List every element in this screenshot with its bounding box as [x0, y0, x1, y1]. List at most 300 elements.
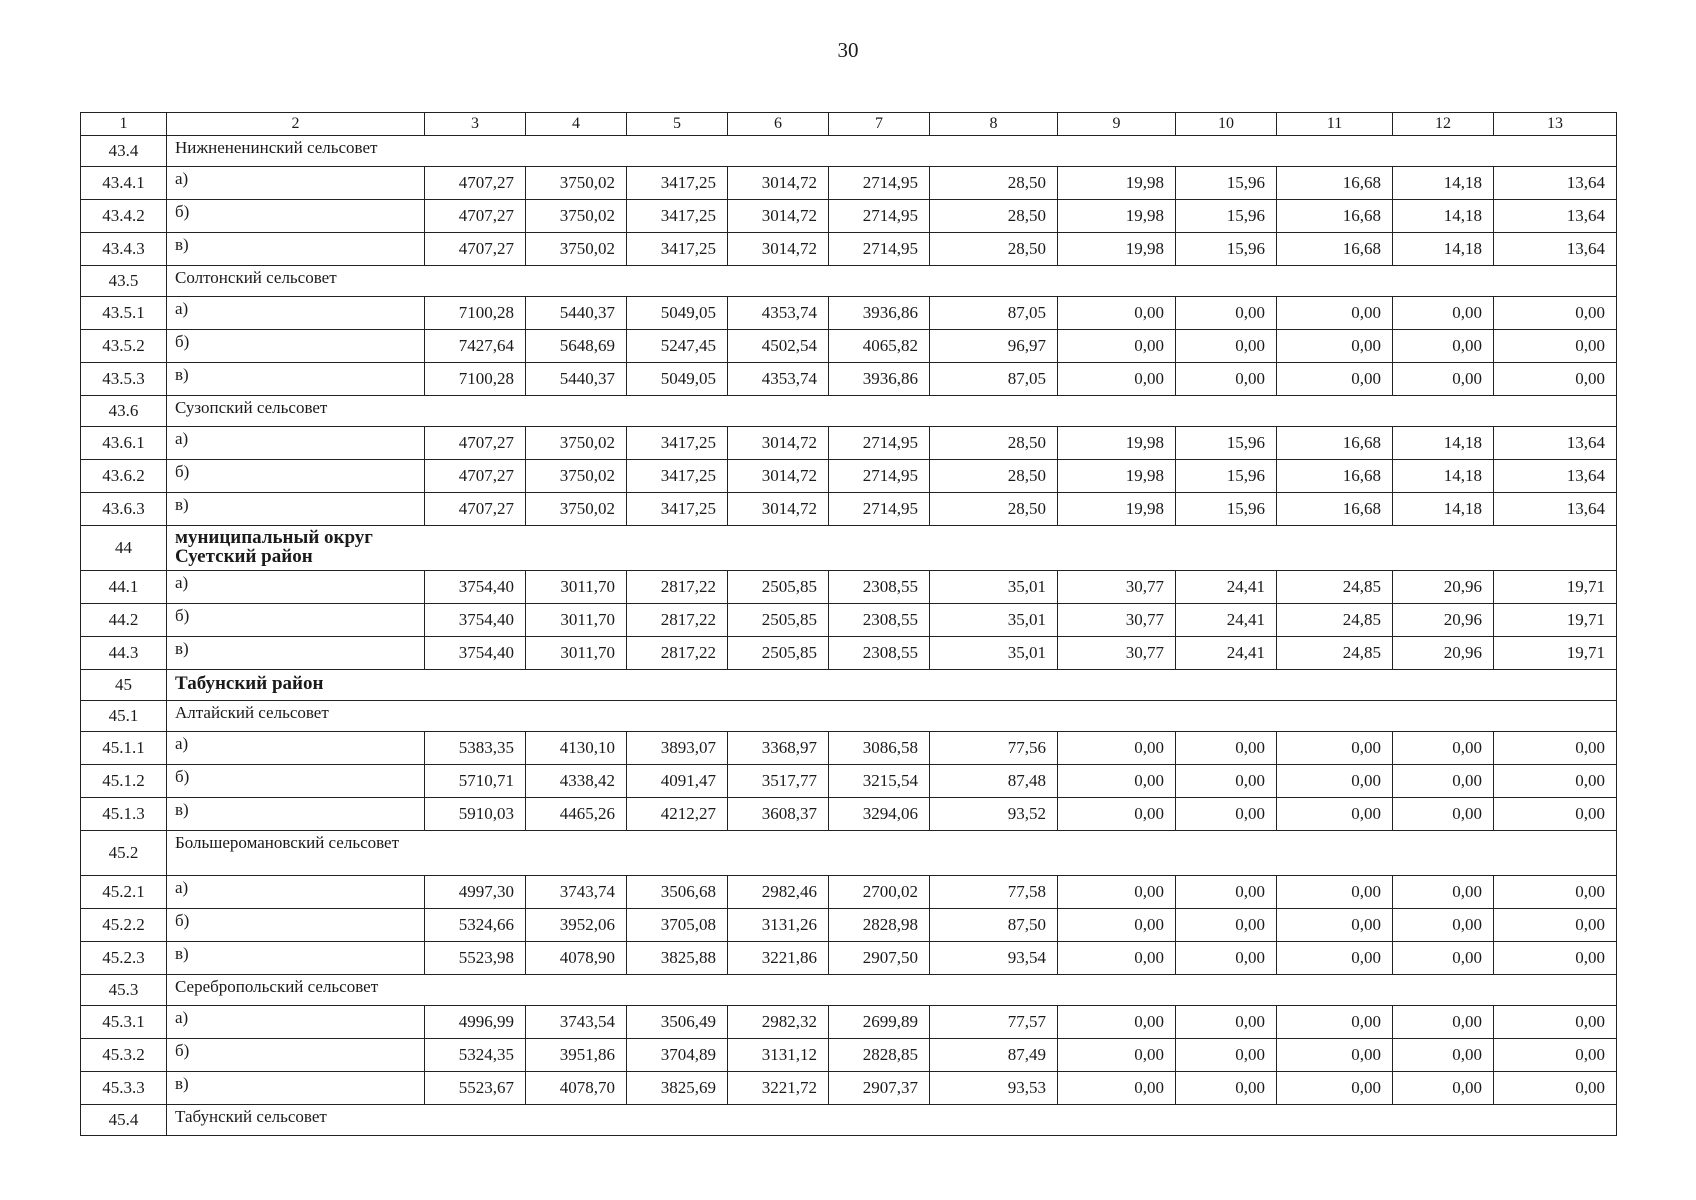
row-code: 43.5.2 — [81, 330, 167, 363]
row-code: 43.6 — [81, 396, 167, 427]
value-cell-col-8: 28,50 — [930, 493, 1058, 526]
table-row — [81, 167, 1617, 200]
column-header-12: 12 — [1393, 113, 1494, 136]
value-cell-col-5: 2817,22 — [627, 571, 728, 604]
section-row — [81, 975, 1617, 1006]
row-code: 45.3.3 — [81, 1072, 167, 1105]
value-cell-col-13: 0,00 — [1494, 1039, 1617, 1072]
header-row — [81, 113, 1617, 136]
row-code: 45.3.1 — [81, 1006, 167, 1039]
value-cell-col-9: 0,00 — [1058, 330, 1176, 363]
value-cell-col-5: 3705,08 — [627, 909, 728, 942]
table-row — [81, 732, 1617, 765]
value-cell-col-8: 77,56 — [930, 732, 1058, 765]
value-cell-col-10: 0,00 — [1176, 1006, 1277, 1039]
value-cell-col-10: 15,96 — [1176, 460, 1277, 493]
value-cell-col-6: 3014,72 — [728, 493, 829, 526]
section-row — [81, 831, 1617, 876]
section-row — [81, 1105, 1617, 1136]
value-cell-col-3: 4707,27 — [425, 493, 526, 526]
row-label: а) — [167, 1006, 425, 1039]
value-cell-col-4: 3011,70 — [526, 571, 627, 604]
value-cell-col-4: 3011,70 — [526, 604, 627, 637]
value-cell-col-3: 4707,27 — [425, 460, 526, 493]
value-cell-col-7: 2714,95 — [829, 200, 930, 233]
value-cell-col-8: 28,50 — [930, 233, 1058, 266]
value-cell-col-12: 0,00 — [1393, 1072, 1494, 1105]
row-code: 45.3 — [81, 975, 167, 1006]
value-cell-col-5: 5049,05 — [627, 297, 728, 330]
value-cell-col-5: 3506,49 — [627, 1006, 728, 1039]
value-cell-col-10: 0,00 — [1176, 876, 1277, 909]
value-cell-col-9: 0,00 — [1058, 732, 1176, 765]
value-cell-col-12: 20,96 — [1393, 604, 1494, 637]
value-cell-col-6: 3131,26 — [728, 909, 829, 942]
value-cell-col-7: 2714,95 — [829, 460, 930, 493]
table-row — [81, 604, 1617, 637]
section-row — [81, 670, 1617, 701]
value-cell-col-10: 15,96 — [1176, 200, 1277, 233]
value-cell-col-13: 13,64 — [1494, 493, 1617, 526]
value-cell-col-12: 20,96 — [1393, 571, 1494, 604]
value-cell-col-7: 2828,98 — [829, 909, 930, 942]
value-cell-col-6: 3131,12 — [728, 1039, 829, 1072]
row-code: 44.3 — [81, 637, 167, 670]
value-cell-col-11: 0,00 — [1277, 1039, 1393, 1072]
value-cell-col-5: 3417,25 — [627, 200, 728, 233]
value-cell-col-12: 0,00 — [1393, 297, 1494, 330]
section-title-text: Большеромановский сельсовет — [175, 833, 400, 852]
row-code: 43.4.1 — [81, 167, 167, 200]
column-header-3: 3 — [425, 113, 526, 136]
row-code: 45 — [81, 670, 167, 701]
value-cell-col-9: 19,98 — [1058, 233, 1176, 266]
value-cell-col-11: 16,68 — [1277, 493, 1393, 526]
table-row — [81, 363, 1617, 396]
value-cell-col-9: 0,00 — [1058, 798, 1176, 831]
value-cell-col-9: 30,77 — [1058, 637, 1176, 670]
value-cell-col-3: 4707,27 — [425, 200, 526, 233]
value-cell-col-6: 2982,46 — [728, 876, 829, 909]
row-label: а) — [167, 427, 425, 460]
value-cell-col-6: 4353,74 — [728, 297, 829, 330]
value-cell-col-5: 3506,68 — [627, 876, 728, 909]
row-code: 45.2.3 — [81, 942, 167, 975]
value-cell-col-3: 5710,71 — [425, 765, 526, 798]
value-cell-col-4: 4465,26 — [526, 798, 627, 831]
section-title: Серебропольский сельсовет — [167, 975, 1617, 1006]
value-cell-col-3: 5324,35 — [425, 1039, 526, 1072]
value-cell-col-4: 3951,86 — [526, 1039, 627, 1072]
value-cell-col-9: 0,00 — [1058, 363, 1176, 396]
value-cell-col-8: 87,50 — [930, 909, 1058, 942]
row-code: 44 — [81, 526, 167, 571]
value-cell-col-3: 7100,28 — [425, 363, 526, 396]
value-cell-col-13: 19,71 — [1494, 604, 1617, 637]
section-row — [81, 136, 1617, 167]
value-cell-col-10: 0,00 — [1176, 1072, 1277, 1105]
value-cell-col-13: 13,64 — [1494, 427, 1617, 460]
value-cell-col-6: 4502,54 — [728, 330, 829, 363]
table-row — [81, 942, 1617, 975]
value-cell-col-10: 0,00 — [1176, 909, 1277, 942]
value-cell-col-4: 3750,02 — [526, 493, 627, 526]
row-label: в) — [167, 798, 425, 831]
value-cell-col-3: 7100,28 — [425, 297, 526, 330]
value-cell-col-8: 28,50 — [930, 460, 1058, 493]
section-title: Нижнененинский сельсовет — [167, 136, 1617, 167]
value-cell-col-6: 3014,72 — [728, 460, 829, 493]
value-cell-col-5: 4091,47 — [627, 765, 728, 798]
table-row — [81, 460, 1617, 493]
column-header-7: 7 — [829, 113, 930, 136]
value-cell-col-11: 24,85 — [1277, 637, 1393, 670]
row-code: 45.1.1 — [81, 732, 167, 765]
value-cell-col-8: 35,01 — [930, 637, 1058, 670]
section-title — [167, 831, 1617, 876]
value-cell-col-6: 2982,32 — [728, 1006, 829, 1039]
value-cell-col-4: 3743,74 — [526, 876, 627, 909]
value-cell-col-12: 20,96 — [1393, 637, 1494, 670]
value-cell-col-7: 2308,55 — [829, 571, 930, 604]
value-cell-col-6: 3517,77 — [728, 765, 829, 798]
column-header-11: 11 — [1277, 113, 1393, 136]
value-cell-col-11: 0,00 — [1277, 363, 1393, 396]
value-cell-col-5: 5247,45 — [627, 330, 728, 363]
value-cell-col-9: 0,00 — [1058, 909, 1176, 942]
value-cell-col-6: 3014,72 — [728, 200, 829, 233]
value-cell-col-8: 87,05 — [930, 297, 1058, 330]
value-cell-col-6: 4353,74 — [728, 363, 829, 396]
value-cell-col-4: 3750,02 — [526, 200, 627, 233]
value-cell-col-11: 0,00 — [1277, 732, 1393, 765]
value-cell-col-3: 5523,98 — [425, 942, 526, 975]
value-cell-col-6: 2505,85 — [728, 571, 829, 604]
value-cell-col-13: 0,00 — [1494, 297, 1617, 330]
value-cell-col-11: 24,85 — [1277, 571, 1393, 604]
value-cell-col-7: 2714,95 — [829, 233, 930, 266]
value-cell-col-8: 93,52 — [930, 798, 1058, 831]
row-label: а) — [167, 297, 425, 330]
row-label: а) — [167, 571, 425, 604]
value-cell-col-10: 0,00 — [1176, 798, 1277, 831]
value-cell-col-13: 13,64 — [1494, 460, 1617, 493]
value-cell-col-7: 3294,06 — [829, 798, 930, 831]
value-cell-col-4: 3743,54 — [526, 1006, 627, 1039]
value-cell-col-11: 0,00 — [1277, 330, 1393, 363]
row-label: в) — [167, 233, 425, 266]
row-code: 44.1 — [81, 571, 167, 604]
value-cell-col-4: 3750,02 — [526, 427, 627, 460]
value-cell-col-12: 14,18 — [1393, 460, 1494, 493]
value-cell-col-10: 24,41 — [1176, 637, 1277, 670]
table-row — [81, 233, 1617, 266]
value-cell-col-5: 3417,25 — [627, 460, 728, 493]
value-cell-col-7: 2700,02 — [829, 876, 930, 909]
table-row — [81, 493, 1617, 526]
value-cell-col-9: 0,00 — [1058, 765, 1176, 798]
table-row — [81, 909, 1617, 942]
value-cell-col-13: 0,00 — [1494, 732, 1617, 765]
value-cell-col-4: 4338,42 — [526, 765, 627, 798]
column-header-9: 9 — [1058, 113, 1176, 136]
value-cell-col-9: 0,00 — [1058, 1039, 1176, 1072]
value-cell-col-11: 0,00 — [1277, 765, 1393, 798]
value-cell-col-12: 0,00 — [1393, 330, 1494, 363]
value-cell-col-11: 24,85 — [1277, 604, 1393, 637]
value-cell-col-13: 13,64 — [1494, 233, 1617, 266]
table-row — [81, 1006, 1617, 1039]
value-cell-col-11: 0,00 — [1277, 876, 1393, 909]
row-code: 44.2 — [81, 604, 167, 637]
value-cell-col-8: 87,48 — [930, 765, 1058, 798]
value-cell-col-4: 4130,10 — [526, 732, 627, 765]
value-cell-col-10: 0,00 — [1176, 765, 1277, 798]
table-body — [81, 136, 1617, 1136]
value-cell-col-7: 2714,95 — [829, 493, 930, 526]
value-cell-col-6: 3014,72 — [728, 233, 829, 266]
value-cell-col-12: 0,00 — [1393, 1006, 1494, 1039]
value-cell-col-4: 4078,70 — [526, 1072, 627, 1105]
page-number: 30 — [837, 38, 859, 62]
value-cell-col-13: 0,00 — [1494, 1006, 1617, 1039]
value-cell-col-9: 19,98 — [1058, 200, 1176, 233]
table-row — [81, 571, 1617, 604]
value-cell-col-3: 4707,27 — [425, 167, 526, 200]
value-cell-col-6: 3221,86 — [728, 942, 829, 975]
table-row — [81, 637, 1617, 670]
value-cell-col-13: 0,00 — [1494, 876, 1617, 909]
value-cell-col-5: 5049,05 — [627, 363, 728, 396]
value-cell-col-13: 19,71 — [1494, 637, 1617, 670]
value-cell-col-8: 77,58 — [930, 876, 1058, 909]
row-code: 45.1 — [81, 701, 167, 732]
column-header-10: 10 — [1176, 113, 1277, 136]
value-cell-col-6: 2505,85 — [728, 637, 829, 670]
value-cell-col-3: 4707,27 — [425, 233, 526, 266]
row-label: б) — [167, 604, 425, 637]
row-label: б) — [167, 460, 425, 493]
value-cell-col-8: 35,01 — [930, 571, 1058, 604]
table-row — [81, 798, 1617, 831]
section-title-text: муниципальный округ Суетский район — [175, 527, 373, 567]
row-label: а) — [167, 167, 425, 200]
section-title: Табунский район — [167, 670, 1617, 701]
value-cell-col-7: 3936,86 — [829, 297, 930, 330]
value-cell-col-9: 19,98 — [1058, 167, 1176, 200]
row-code: 43.5.1 — [81, 297, 167, 330]
row-label: б) — [167, 765, 425, 798]
value-cell-col-13: 0,00 — [1494, 363, 1617, 396]
value-cell-col-13: 0,00 — [1494, 798, 1617, 831]
value-cell-col-4: 3750,02 — [526, 460, 627, 493]
value-cell-col-6: 3014,72 — [728, 167, 829, 200]
value-cell-col-10: 15,96 — [1176, 167, 1277, 200]
value-cell-col-4: 3750,02 — [526, 167, 627, 200]
row-code: 45.1.2 — [81, 765, 167, 798]
value-cell-col-8: 28,50 — [930, 427, 1058, 460]
value-cell-col-13: 13,64 — [1494, 200, 1617, 233]
value-cell-col-3: 5383,35 — [425, 732, 526, 765]
value-cell-col-4: 5440,37 — [526, 297, 627, 330]
row-code: 45.2.1 — [81, 876, 167, 909]
value-cell-col-3: 4997,30 — [425, 876, 526, 909]
row-code: 43.4 — [81, 136, 167, 167]
value-cell-col-13: 0,00 — [1494, 765, 1617, 798]
value-cell-col-3: 4996,99 — [425, 1006, 526, 1039]
row-code: 43.6.3 — [81, 493, 167, 526]
value-cell-col-4: 5440,37 — [526, 363, 627, 396]
row-label: б) — [167, 330, 425, 363]
row-code: 45.2 — [81, 831, 167, 876]
row-label: в) — [167, 1072, 425, 1105]
column-number-header — [81, 113, 1617, 136]
row-code: 45.1.3 — [81, 798, 167, 831]
table-row — [81, 200, 1617, 233]
row-label: в) — [167, 942, 425, 975]
value-cell-col-7: 2907,50 — [829, 942, 930, 975]
row-code: 43.6.2 — [81, 460, 167, 493]
value-cell-col-5: 3825,88 — [627, 942, 728, 975]
row-label: а) — [167, 876, 425, 909]
value-cell-col-13: 19,71 — [1494, 571, 1617, 604]
value-cell-col-10: 15,96 — [1176, 493, 1277, 526]
value-cell-col-11: 0,00 — [1277, 942, 1393, 975]
value-cell-col-9: 19,98 — [1058, 493, 1176, 526]
value-cell-col-7: 3936,86 — [829, 363, 930, 396]
value-cell-col-7: 2699,89 — [829, 1006, 930, 1039]
row-label: б) — [167, 200, 425, 233]
value-cell-col-5: 2817,22 — [627, 637, 728, 670]
value-cell-col-9: 30,77 — [1058, 604, 1176, 637]
value-cell-col-12: 0,00 — [1393, 909, 1494, 942]
value-cell-col-12: 0,00 — [1393, 942, 1494, 975]
value-cell-col-3: 3754,40 — [425, 571, 526, 604]
column-header-6: 6 — [728, 113, 829, 136]
value-cell-col-3: 5523,67 — [425, 1072, 526, 1105]
value-cell-col-4: 5648,69 — [526, 330, 627, 363]
value-cell-col-3: 5910,03 — [425, 798, 526, 831]
section-title: Сузопский сельсовет — [167, 396, 1617, 427]
value-cell-col-3: 3754,40 — [425, 604, 526, 637]
value-cell-col-5: 2817,22 — [627, 604, 728, 637]
value-cell-col-4: 3011,70 — [526, 637, 627, 670]
table-row — [81, 765, 1617, 798]
value-cell-col-5: 3417,25 — [627, 233, 728, 266]
value-cell-col-12: 0,00 — [1393, 876, 1494, 909]
value-cell-col-11: 16,68 — [1277, 460, 1393, 493]
value-cell-col-13: 0,00 — [1494, 909, 1617, 942]
value-cell-col-13: 0,00 — [1494, 1072, 1617, 1105]
row-label: б) — [167, 909, 425, 942]
table-row — [81, 297, 1617, 330]
value-cell-col-5: 3417,25 — [627, 427, 728, 460]
value-cell-col-6: 3221,72 — [728, 1072, 829, 1105]
value-cell-col-4: 3750,02 — [526, 233, 627, 266]
tariff-table — [80, 112, 1617, 1136]
table-row — [81, 330, 1617, 363]
column-header-8: 8 — [930, 113, 1058, 136]
section-row — [81, 701, 1617, 732]
value-cell-col-12: 0,00 — [1393, 765, 1494, 798]
row-label: в) — [167, 363, 425, 396]
table-row — [81, 427, 1617, 460]
value-cell-col-10: 0,00 — [1176, 297, 1277, 330]
value-cell-col-6: 3608,37 — [728, 798, 829, 831]
value-cell-col-7: 4065,82 — [829, 330, 930, 363]
value-cell-col-10: 0,00 — [1176, 1039, 1277, 1072]
value-cell-col-7: 2714,95 — [829, 427, 930, 460]
value-cell-col-10: 15,96 — [1176, 233, 1277, 266]
value-cell-col-10: 24,41 — [1176, 571, 1277, 604]
value-cell-col-5: 3417,25 — [627, 493, 728, 526]
row-code: 45.3.2 — [81, 1039, 167, 1072]
section-title: Табунский сельсовет — [167, 1105, 1617, 1136]
section-row — [81, 396, 1617, 427]
value-cell-col-10: 0,00 — [1176, 942, 1277, 975]
value-cell-col-12: 0,00 — [1393, 798, 1494, 831]
row-code: 45.2.2 — [81, 909, 167, 942]
value-cell-col-8: 28,50 — [930, 200, 1058, 233]
value-cell-col-8: 35,01 — [930, 604, 1058, 637]
value-cell-col-4: 3952,06 — [526, 909, 627, 942]
value-cell-col-9: 0,00 — [1058, 297, 1176, 330]
value-cell-col-3: 4707,27 — [425, 427, 526, 460]
value-cell-col-5: 3893,07 — [627, 732, 728, 765]
value-cell-col-5: 3825,69 — [627, 1072, 728, 1105]
value-cell-col-8: 87,49 — [930, 1039, 1058, 1072]
value-cell-col-3: 3754,40 — [425, 637, 526, 670]
column-header-4: 4 — [526, 113, 627, 136]
value-cell-col-12: 14,18 — [1393, 427, 1494, 460]
value-cell-col-4: 4078,90 — [526, 942, 627, 975]
value-cell-col-11: 16,68 — [1277, 200, 1393, 233]
value-cell-col-8: 77,57 — [930, 1006, 1058, 1039]
value-cell-col-7: 2308,55 — [829, 637, 930, 670]
row-label: б) — [167, 1039, 425, 1072]
value-cell-col-11: 16,68 — [1277, 233, 1393, 266]
value-cell-col-8: 87,05 — [930, 363, 1058, 396]
value-cell-col-3: 7427,64 — [425, 330, 526, 363]
value-cell-col-6: 3368,97 — [728, 732, 829, 765]
column-header-1: 1 — [81, 113, 167, 136]
value-cell-col-8: 93,54 — [930, 942, 1058, 975]
row-label: в) — [167, 637, 425, 670]
value-cell-col-7: 3215,54 — [829, 765, 930, 798]
value-cell-col-11: 16,68 — [1277, 167, 1393, 200]
value-cell-col-10: 24,41 — [1176, 604, 1277, 637]
value-cell-col-7: 3086,58 — [829, 732, 930, 765]
value-cell-col-8: 28,50 — [930, 167, 1058, 200]
value-cell-col-9: 0,00 — [1058, 1072, 1176, 1105]
row-label: а) — [167, 732, 425, 765]
value-cell-col-7: 2308,55 — [829, 604, 930, 637]
value-cell-col-12: 14,18 — [1393, 167, 1494, 200]
value-cell-col-9: 0,00 — [1058, 942, 1176, 975]
table-row — [81, 1072, 1617, 1105]
section-row — [81, 526, 1617, 571]
value-cell-col-6: 3014,72 — [728, 427, 829, 460]
value-cell-col-12: 14,18 — [1393, 233, 1494, 266]
section-title — [167, 526, 1617, 571]
value-cell-col-12: 14,18 — [1393, 200, 1494, 233]
value-cell-col-7: 2828,85 — [829, 1039, 930, 1072]
value-cell-col-10: 0,00 — [1176, 732, 1277, 765]
value-cell-col-13: 0,00 — [1494, 942, 1617, 975]
value-cell-col-9: 0,00 — [1058, 1006, 1176, 1039]
row-code: 43.5.3 — [81, 363, 167, 396]
value-cell-col-8: 93,53 — [930, 1072, 1058, 1105]
